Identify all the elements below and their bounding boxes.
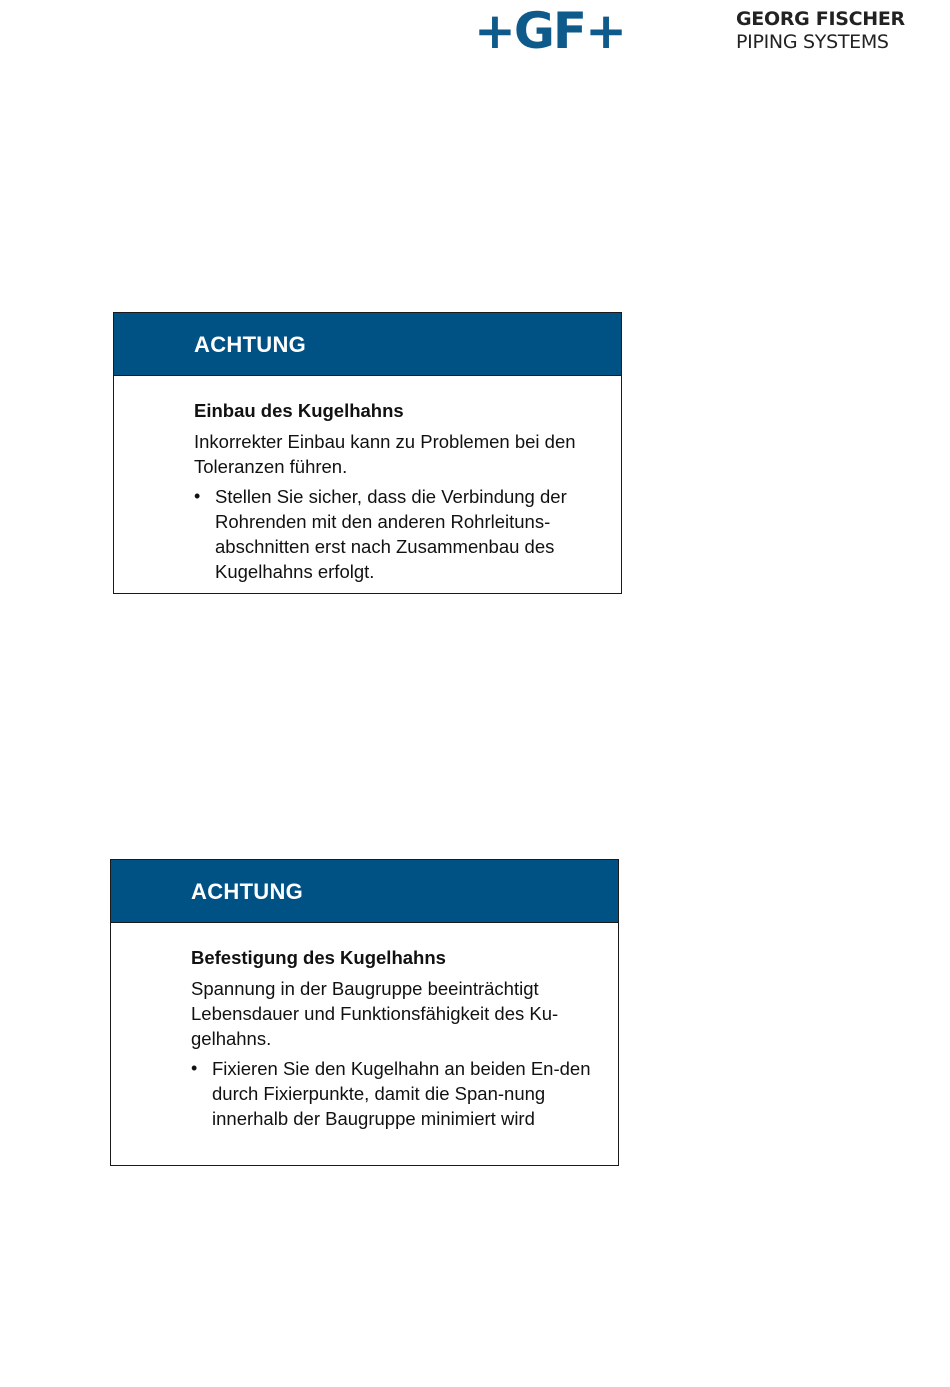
notice-bullet-text: Fixieren Sie den Kugelhahn an beiden En-den durch Fixierpunkte, damit die Span-nung innerhalb der Baugruppe minimiert wird bbox=[212, 1058, 591, 1129]
caution-notice bbox=[110, 859, 619, 1166]
company-division: PIPING SYSTEMS bbox=[736, 31, 889, 53]
company-logo-text bbox=[736, 8, 905, 54]
notice-body bbox=[111, 923, 618, 1131]
notice-body bbox=[114, 376, 621, 584]
notice-bullet-item bbox=[191, 1056, 606, 1131]
company-name: GEORG FISCHER bbox=[736, 8, 905, 30]
bullet-icon: • bbox=[191, 1058, 198, 1078]
caution-notice bbox=[113, 312, 622, 594]
notice-text: Spannung in der Baugruppe beeinträchtigt Lebensdauer und Funktionsfähigkeit des Ku-gelhahns. bbox=[191, 978, 559, 1049]
gf-logo: +GF+ bbox=[474, 2, 625, 60]
notice-text: Inkorrekter Einbau kann zu Problemen bei den Toleranzen führen. bbox=[194, 431, 576, 477]
notice-header-bar bbox=[111, 860, 618, 923]
notice-header-bar bbox=[114, 313, 621, 376]
notice-bullet-text: Stellen Sie sicher, dass die Verbindung der Rohrenden mit den anderen Rohrleituns-abschnitten erst nach Zusammenbau des Kugelhahns erfolgt. bbox=[215, 486, 567, 582]
notice-label: ACHTUNG bbox=[194, 332, 307, 357]
notice-heading: Einbau des Kugelhahns bbox=[194, 400, 404, 421]
notice-heading: Befestigung des Kugelhahns bbox=[191, 947, 446, 968]
notice-bullet-item bbox=[194, 484, 609, 584]
bullet-icon: • bbox=[194, 486, 201, 506]
notice-label: ACHTUNG bbox=[191, 879, 304, 904]
